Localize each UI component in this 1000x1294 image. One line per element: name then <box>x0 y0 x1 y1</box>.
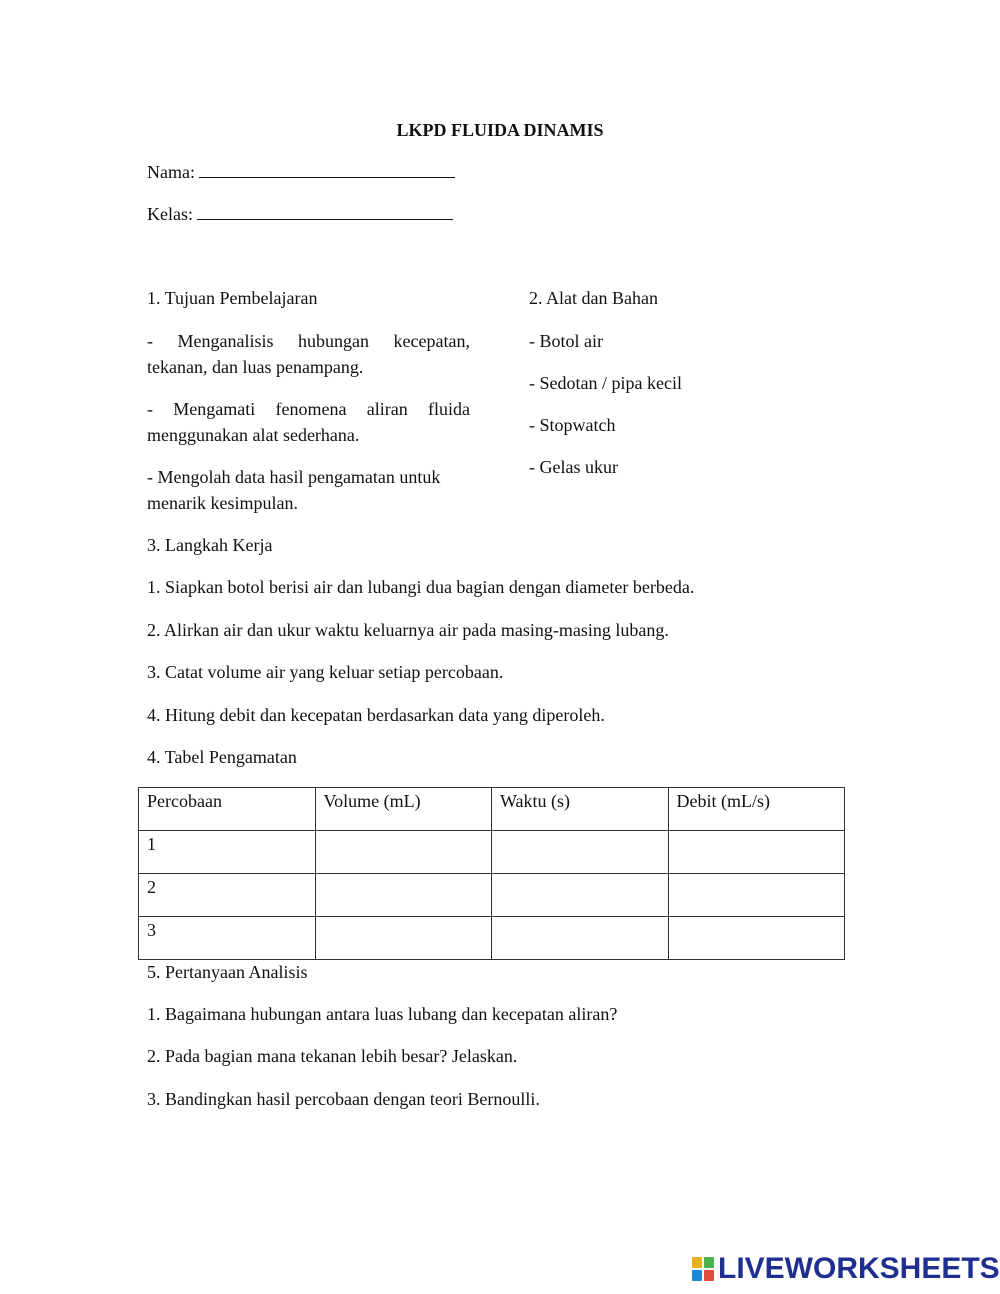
table-heading: 4. Tabel Pengamatan <box>147 747 297 767</box>
table-input-cell[interactable] <box>492 917 669 960</box>
class-label: Kelas: <box>147 204 193 224</box>
table-header-cell: Volume (mL) <box>315 788 492 831</box>
table-header-cell: Percobaan <box>139 788 316 831</box>
name-blank-line[interactable] <box>199 159 455 178</box>
logo-block <box>704 1270 714 1281</box>
table-row <box>139 831 845 874</box>
liveworksheets-logo[interactable] <box>692 1252 1000 1286</box>
table-input-cell[interactable] <box>315 917 492 960</box>
table-header-cell: Waktu (s) <box>492 788 669 831</box>
logo-blocks-icon <box>692 1257 714 1281</box>
table-input-cell[interactable] <box>668 831 845 874</box>
table-header-row <box>139 788 845 831</box>
class-blank-line[interactable] <box>197 201 453 220</box>
table-cell: 3 <box>139 917 316 960</box>
document-title: LKPD FLUIDA DINAMIS <box>396 120 604 140</box>
logo-text: LIVEWORKSHEETS <box>718 1252 1000 1285</box>
procedure-step: 2. Alirkan air dan ukur waktu keluarnya air pada masing-masing lubang. <box>147 620 669 640</box>
analysis-question: 2. Pada bagian mana tekanan lebih besar? Jelaskan. <box>147 1046 518 1066</box>
table-header-cell: Debit (mL/s) <box>668 788 845 831</box>
procedure-heading: 3. Langkah Kerja <box>147 535 273 555</box>
material-item: - Gelas ukur <box>529 457 618 477</box>
procedure-step: 3. Catat volume air yang keluar setiap percobaan. <box>147 662 504 682</box>
material-item: - Botol air <box>529 331 603 351</box>
name-field-row <box>147 159 455 185</box>
objectives-heading: 1. Tujuan Pembelajaran <box>147 288 318 308</box>
logo-block <box>692 1257 702 1268</box>
logo-block <box>692 1270 702 1281</box>
procedure-step: 1. Siapkan botol berisi air dan lubangi dua bagian dengan diameter berbeda. <box>147 577 695 597</box>
objective-item: - Mengamati fenomena aliran fluida menggunakan alat sederhana. <box>147 399 470 445</box>
table-cell: 1 <box>139 831 316 874</box>
table-input-cell[interactable] <box>315 874 492 917</box>
table-input-cell[interactable] <box>492 874 669 917</box>
logo-block <box>704 1257 714 1268</box>
name-label: Nama: <box>147 162 195 182</box>
objective-item: - Menganalisis hubungan kecepatan, tekanan, dan luas penampang. <box>147 331 470 377</box>
class-field-row <box>147 201 453 227</box>
table-input-cell[interactable] <box>492 831 669 874</box>
table-cell: 2 <box>139 874 316 917</box>
objective-item: - Mengolah data hasil pengamatan untuk menarik kesimpulan. <box>147 467 441 513</box>
table-input-cell[interactable] <box>668 874 845 917</box>
procedure-step: 4. Hitung debit dan kecepatan berdasarkan data yang diperoleh. <box>147 705 605 725</box>
table-input-cell[interactable] <box>668 917 845 960</box>
table-row <box>139 874 845 917</box>
analysis-question: 3. Bandingkan hasil percobaan dengan teori Bernoulli. <box>147 1089 540 1109</box>
materials-heading: 2. Alat dan Bahan <box>529 288 658 308</box>
observation-table <box>138 787 845 960</box>
table-input-cell[interactable] <box>315 831 492 874</box>
table-row <box>139 917 845 960</box>
material-item: - Stopwatch <box>529 415 616 435</box>
analysis-question: 1. Bagaimana hubungan antara luas lubang dan kecepatan aliran? <box>147 1004 618 1024</box>
analysis-heading: 5. Pertanyaan Analisis <box>147 962 308 982</box>
material-item: - Sedotan / pipa kecil <box>529 373 682 393</box>
